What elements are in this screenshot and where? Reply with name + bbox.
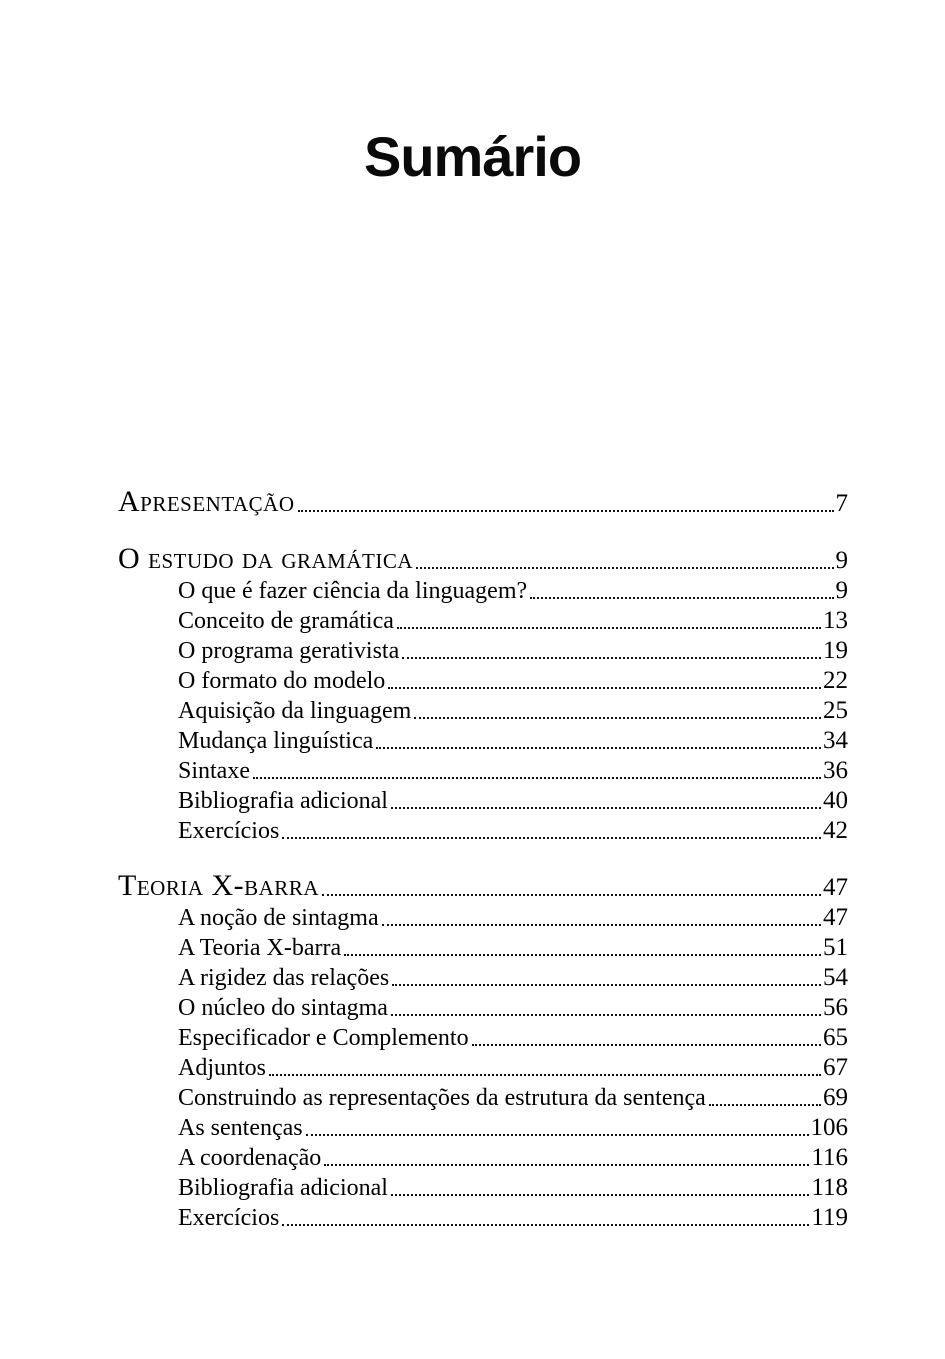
dot-leader	[402, 657, 821, 659]
dot-leader	[397, 627, 821, 629]
entry-title: O formato do modelo	[178, 667, 386, 694]
toc-item-row	[118, 606, 848, 636]
page-number: 40	[823, 786, 848, 814]
entry-title: Exercícios	[178, 817, 280, 844]
dot-leader	[322, 894, 821, 896]
dot-leader	[253, 777, 821, 779]
page-number: 9	[835, 576, 848, 604]
page-number: 42	[823, 816, 848, 844]
toc-item-row	[118, 696, 848, 726]
toc-item-row	[118, 786, 848, 816]
section-title: O estudo da gramática	[118, 541, 413, 575]
entry-title: Mudança linguística	[178, 727, 374, 754]
page-number: 51	[823, 933, 848, 961]
toc-item-row	[118, 756, 848, 786]
page-number: 25	[823, 696, 848, 724]
dot-leader	[530, 597, 833, 599]
dot-leader	[344, 954, 821, 956]
dot-leader	[306, 1134, 809, 1136]
entry-title: Bibliografia adicional	[178, 787, 388, 814]
toc-list	[118, 484, 848, 1233]
entry-title: O programa gerativista	[178, 637, 400, 664]
toc-item-row	[118, 726, 848, 756]
entry-title: Bibliografia adicional	[178, 1174, 388, 1201]
toc-item-row	[118, 1083, 848, 1113]
dot-leader	[416, 567, 834, 569]
page-number: 118	[811, 1173, 848, 1201]
dot-leader	[376, 747, 821, 749]
toc-section-row	[118, 868, 848, 903]
entry-title: A rigidez das relações	[178, 964, 390, 991]
entry-title: As sentenças	[178, 1114, 303, 1141]
page-number: 54	[823, 963, 848, 991]
toc-item-row	[118, 1143, 848, 1173]
page-number: 69	[823, 1083, 848, 1111]
page-number: 106	[810, 1113, 848, 1141]
entry-title: O núcleo do sintagma	[178, 994, 388, 1021]
page-number: 67	[823, 1053, 848, 1081]
entry-title: A coordenação	[178, 1144, 322, 1171]
dot-leader	[282, 837, 821, 839]
entry-title: O que é fazer ciência da linguagem?	[178, 577, 528, 604]
dot-leader	[709, 1104, 821, 1106]
page-number: 116	[811, 1143, 848, 1171]
entry-title: A Teoria X-barra	[178, 934, 342, 961]
entry-title: Adjuntos	[178, 1054, 267, 1081]
dot-leader	[324, 1164, 809, 1166]
page-number: 47	[823, 903, 848, 931]
toc-item-row	[118, 1173, 848, 1203]
page-number: 65	[823, 1023, 848, 1051]
entry-title: Exercícios	[178, 1204, 280, 1231]
page-number: 7	[835, 489, 848, 517]
page-number: 56	[823, 993, 848, 1021]
page-title: Sumário	[363, 125, 582, 188]
page-number: 19	[823, 636, 848, 664]
toc-item-row	[118, 1053, 848, 1083]
page-number: 119	[811, 1203, 848, 1231]
toc-item-row	[118, 903, 848, 933]
toc-item-row	[118, 816, 848, 846]
entry-title: Construindo as representações da estrutura da sentença	[178, 1084, 706, 1111]
dot-leader	[392, 984, 821, 986]
toc-item-row	[118, 1203, 848, 1233]
entry-title: Aquisição da linguagem	[178, 697, 412, 724]
entry-title: A noção de sintagma	[178, 904, 379, 931]
section-title: Teoria X-barra	[118, 868, 319, 902]
dot-leader	[269, 1074, 821, 1076]
toc-item-row	[118, 993, 848, 1023]
dot-leader	[298, 510, 834, 512]
toc-item-row	[118, 666, 848, 696]
toc-item-row	[118, 963, 848, 993]
entry-title: Sintaxe	[178, 757, 250, 784]
page-number: 9	[835, 546, 848, 574]
section-title: Apresentação	[118, 484, 295, 518]
dot-leader	[391, 807, 821, 809]
dot-leader	[391, 1194, 809, 1196]
dot-leader	[391, 1014, 821, 1016]
dot-leader	[382, 924, 821, 926]
dot-leader	[414, 717, 821, 719]
page-number: 22	[823, 666, 848, 694]
page-number: 13	[823, 606, 848, 634]
dot-leader	[472, 1044, 821, 1046]
toc-item-row	[118, 1113, 848, 1143]
dot-leader	[388, 687, 821, 689]
dot-leader	[282, 1224, 809, 1226]
page-number: 36	[823, 756, 848, 784]
toc-item-row	[118, 576, 848, 606]
toc-section-row	[118, 484, 848, 519]
entry-title: Conceito de gramática	[178, 607, 394, 634]
page-number: 47	[823, 873, 848, 901]
toc-item-row	[118, 933, 848, 963]
toc-item-row	[118, 1023, 848, 1053]
entry-title: Especificador e Complemento	[178, 1024, 469, 1051]
page-number: 34	[823, 726, 848, 754]
toc-section-row	[118, 541, 848, 576]
toc-item-row	[118, 636, 848, 666]
